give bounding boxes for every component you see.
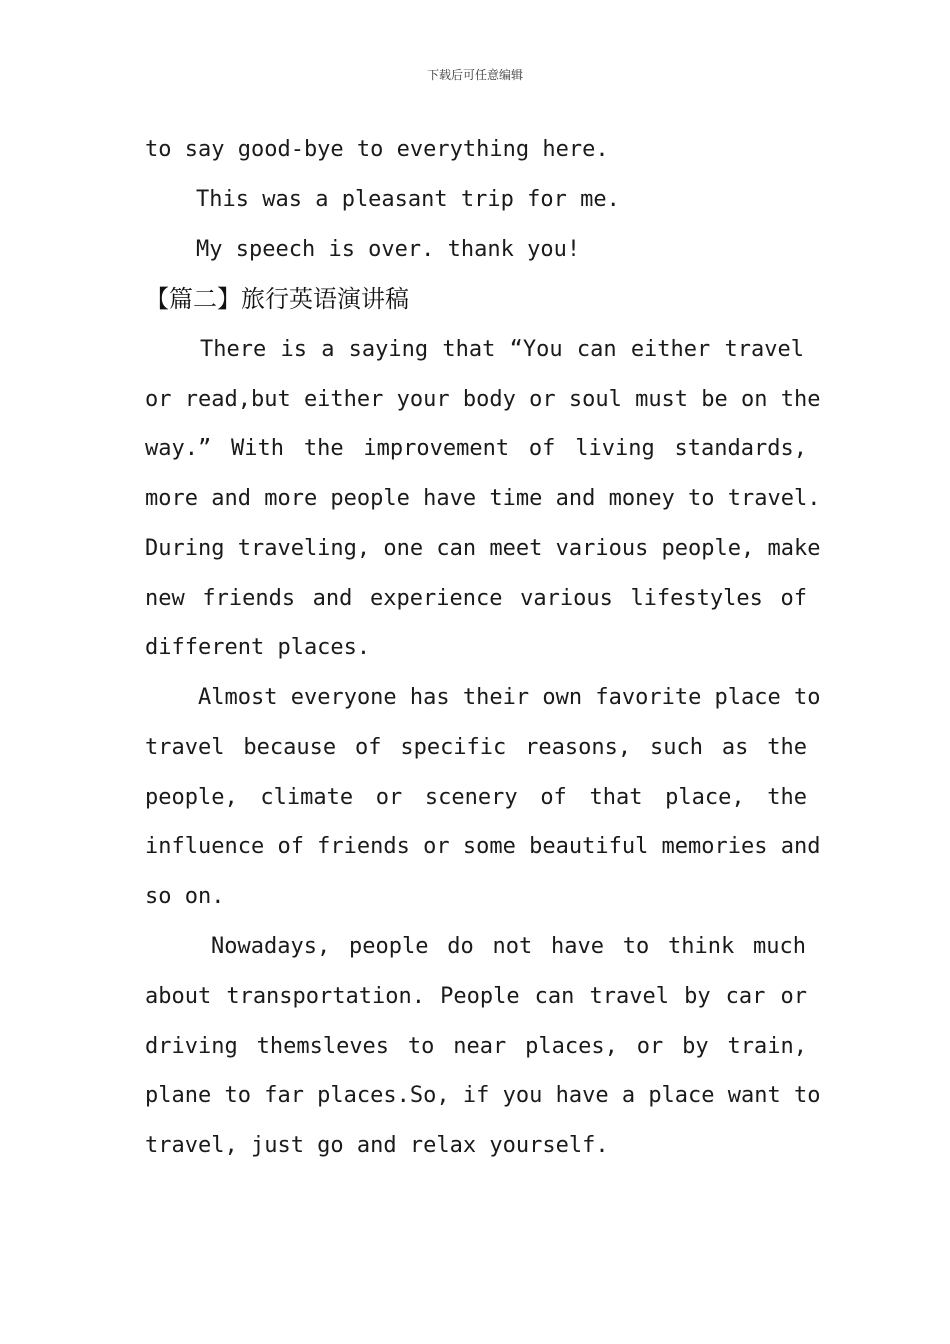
text-line: This was a pleasant trip for me. — [196, 187, 620, 212]
text-line: so on. — [145, 884, 225, 909]
text-line: During traveling, one can meet various people, make — [145, 536, 821, 561]
text-line: new friends and experience various lifestyles of — [145, 586, 807, 611]
text-line: or read,but either your body or soul must be on the — [145, 387, 821, 412]
text-line: travel because of specific reasons, such as the — [145, 735, 807, 760]
text-line: influence of friends or some beautiful memories and — [145, 834, 821, 859]
section-heading: 【篇二】旅行英语演讲稿 — [145, 285, 409, 313]
text-line: Almost everyone has their own favorite place to — [198, 685, 821, 710]
text-line: Nowadays, people do not have to think much — [211, 934, 806, 959]
text-line: different places. — [145, 635, 371, 660]
text-line: There is a saying that “You can either travel — [200, 337, 804, 362]
text-line: way.” With the improvement of living standards, — [145, 436, 807, 461]
page-header-note: 下载后可任意编辑 — [426, 68, 523, 82]
text-line: about transportation. People can travel by car or — [145, 984, 807, 1009]
text-line: travel, just go and relax yourself. — [145, 1133, 609, 1158]
text-line: to say good-bye to everything here. — [145, 137, 609, 162]
text-line: plane to far places.So, if you have a place want to — [145, 1083, 821, 1108]
text-line: people, climate or scenery of that place, the — [145, 785, 807, 810]
text-line: My speech is over. thank you! — [196, 237, 581, 262]
text-line: driving themsleves to near places, or by train, — [145, 1034, 807, 1059]
text-line: more and more people have time and money to travel. — [145, 486, 821, 511]
